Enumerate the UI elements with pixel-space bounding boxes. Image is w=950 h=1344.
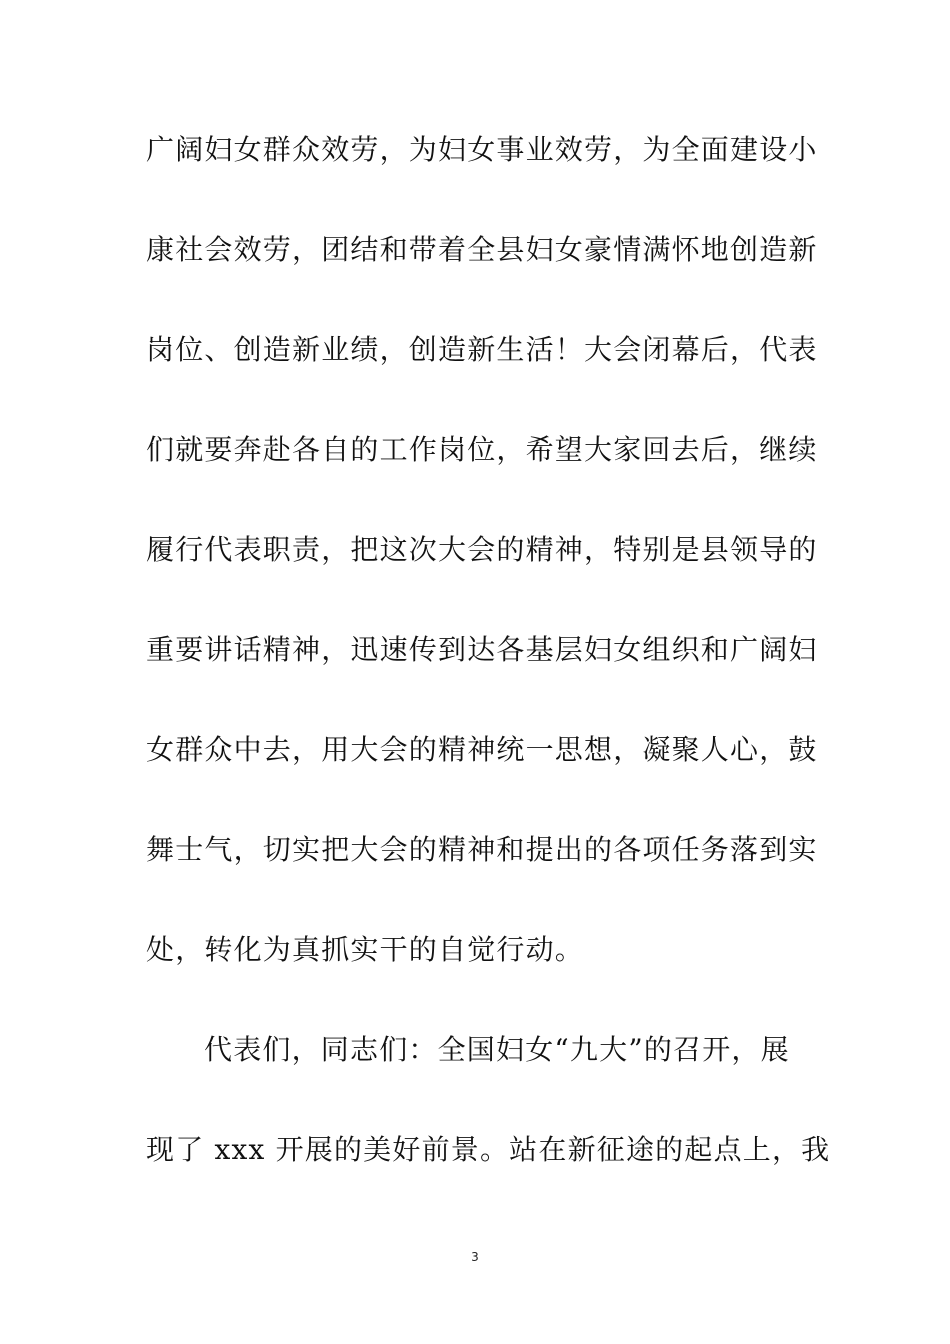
body-text	[146, 122, 831, 1222]
text-line: 女群众中去，用大会的精神统一思想，凝聚人心，鼓	[146, 733, 818, 766]
paragraph-start-line: 代表们，同志们：全国妇女“九大”的召开，展	[204, 1033, 790, 1066]
text-line: 重要讲话精神，迅速传到达各基层妇女组织和广阔妇	[146, 633, 818, 666]
text-line: 处，转化为真抓实干的自觉行动。	[146, 933, 585, 966]
text-line: 岗位、创造新业绩，创造新生活！大会闭幕后，代表	[146, 333, 818, 366]
page-number: 3	[471, 1250, 479, 1264]
text-line: 履行代表职责，把这次大会的精神，特别是县领导的	[146, 533, 818, 566]
text-line: 们就要奔赴各自的工作岗位，希望大家回去后，继续	[146, 433, 818, 466]
text-line: 康社会效劳，团结和带着全县妇女豪情满怀地创造新	[146, 233, 818, 266]
text-line: 舞士气，切实把大会的精神和提出的各项任务落到实	[146, 833, 818, 866]
text-line: 广阔妇女群众效劳，为妇女事业效劳，为全面建设小	[146, 133, 818, 166]
text-line: 现了 xxx 开展的美好前景。站在新征途的起点上，我	[146, 1133, 831, 1166]
